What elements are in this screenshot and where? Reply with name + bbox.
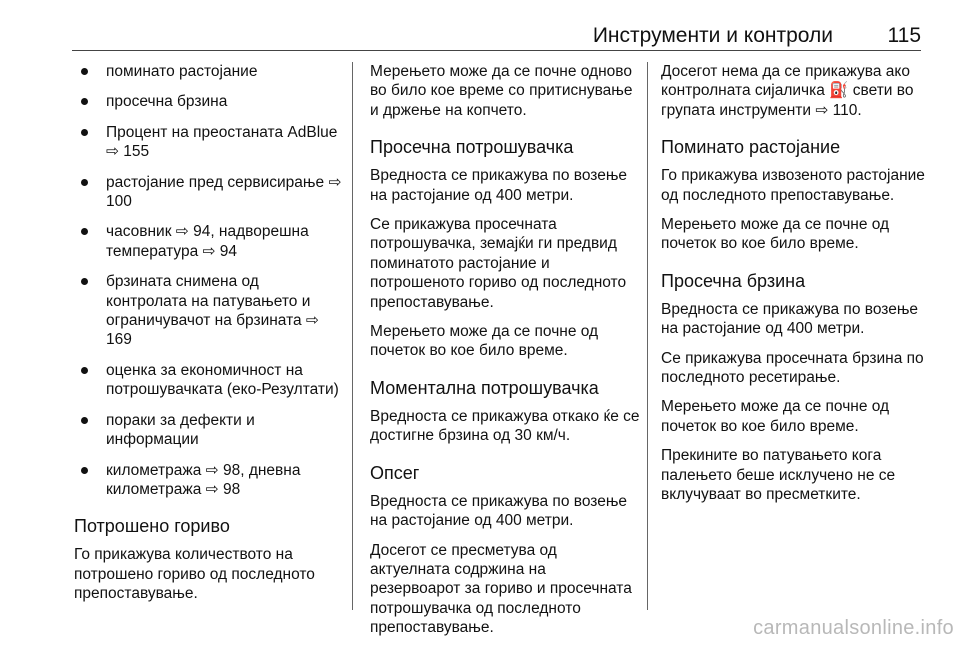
column-3 [661, 62, 929, 515]
heading-instant-consumption: Моментална потрошувачка [370, 377, 599, 398]
paragraph: Го прикажува извозеното растојание од последното препоставување. [661, 167, 925, 204]
paragraph: Се прикажува просечната потрошувачка, земајќи ги предвид поминатото растојание и потрошеното гориво од последното препоставување. [370, 216, 627, 311]
paragraph: Вредноста се прикажува по возење на растојание од 400 метри. [370, 167, 628, 204]
column-1 [74, 62, 344, 614]
page-header [72, 18, 921, 51]
paragraph: Го прикажува количеството на потрошено гориво од последното препоставување. [74, 546, 315, 603]
column-divider [352, 62, 353, 610]
heading-range: Опсег [370, 462, 420, 483]
paragraph: Се прикажува просечната брзина по последното ресетирање. [661, 349, 924, 387]
paragraph: Мерењето може да се почне од почеток во кое било време. [661, 398, 890, 435]
paragraph: Вредноста се прикажува по возење на растојание од 400 метри. [370, 492, 628, 530]
paragraph: Досегот се пресметува од актуелната содржина на резервоарот за гориво и просечната потрошувачка од последното препоставување. [370, 541, 632, 637]
paragraph: Прекините во патувањето кога палењето беше исклучено не се вклучуваат во пресметките. [661, 447, 896, 504]
list-item: пораки за дефекти и информации [74, 411, 344, 450]
column-divider [647, 62, 648, 610]
page-title: Инструменти и контроли [592, 24, 833, 47]
watermark: carmanualsonline.info [753, 617, 954, 639]
list-item: Процент на преостаната AdBlue ⇨ 155 [74, 123, 344, 162]
heading-distance: Поминато растојание [661, 137, 841, 158]
display-items-list [74, 62, 344, 499]
list-item: часовник ⇨ 94, надворешна температура ⇨ 94 [74, 222, 344, 261]
list-item: брзината снимена од контролата на патувањето и ограничувачот на брзината ⇨ 169 [74, 272, 344, 350]
list-item: поминато растојание [74, 62, 344, 81]
paragraph: Досегот нема да се прикажува ако контролната сијаличка ⛽ свети во групата инструменти ⇨ 110. [661, 63, 914, 119]
paragraph: Вредноста се прикажува по возење на растојание од 400 метри. [661, 300, 919, 338]
heading-average-speed: Просечна брзина [661, 270, 806, 291]
page-number: 115 [887, 24, 921, 47]
paragraph: Вредноста се прикажува откако ќе се достигне брзина од 30 км/ч. [370, 407, 640, 445]
heading-fuel-used: Потрошено гориво [74, 516, 230, 537]
paragraph: Мерењето може да се почне од почеток во кое било време. [370, 323, 599, 360]
column-2 [370, 62, 640, 648]
paragraph: Мерењето може да се почне од почеток во кое било време. [661, 216, 890, 253]
list-item: оценка за економичност на потрошувачката (еко-Резултати) [74, 361, 344, 400]
list-item: растојание пред сервисирање ⇨ 100 [74, 173, 344, 212]
list-item: километража ⇨ 98, дневна километража ⇨ 98 [74, 461, 344, 500]
paragraph: Мерењето може да се почне одново во било кое време со притиснување и држење на копчето. [370, 63, 633, 119]
heading-average-consumption: Просечна потрошувачка [370, 137, 574, 158]
list-item: просечна брзина [74, 92, 344, 111]
